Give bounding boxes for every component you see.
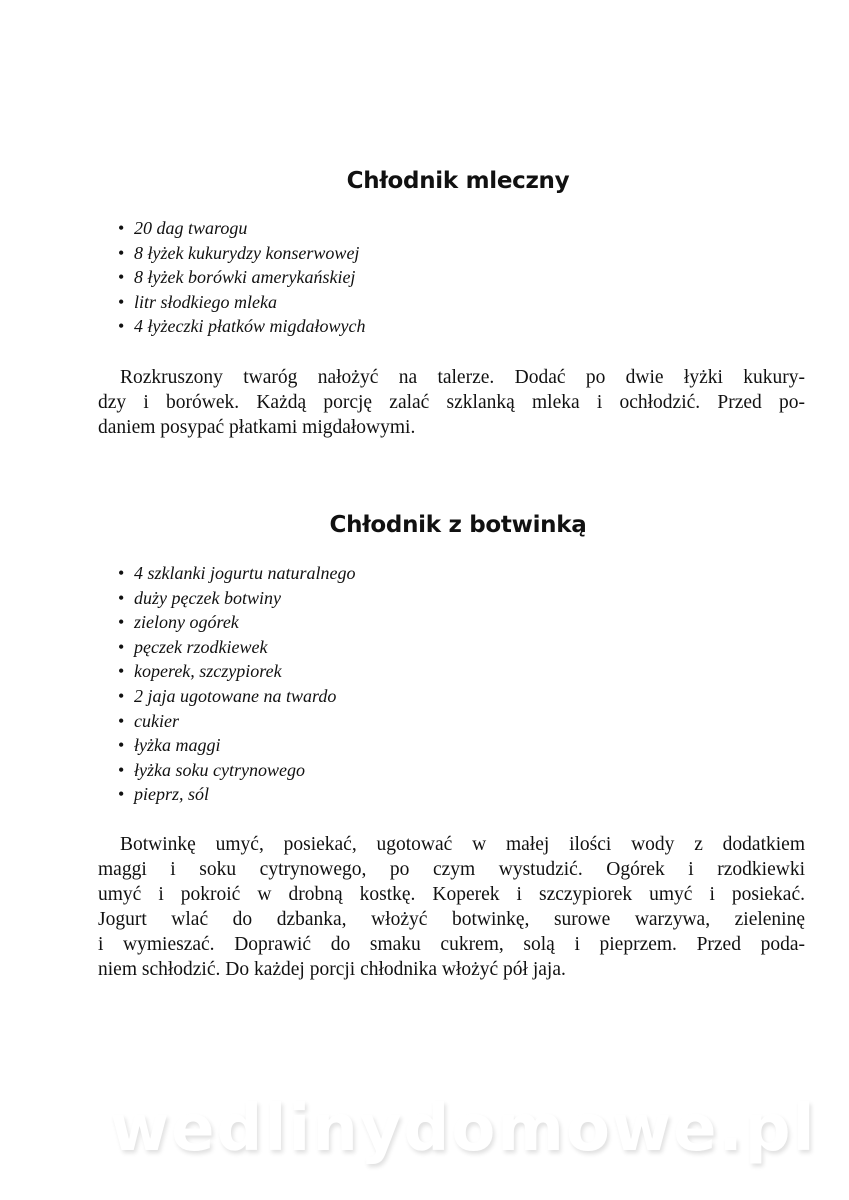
- recipe-instructions: [98, 832, 805, 982]
- recipe-instructions: [98, 365, 805, 440]
- ingredient-item: • pieprz, sól: [118, 782, 356, 807]
- instruction-line: dzy i borówek. Każdą porcję zalać szklanką mleka i ochłodzić. Przed po-: [98, 392, 805, 413]
- ingredient-item: • 4 łyżeczki płatków migdałowych: [118, 314, 365, 339]
- ingredient-item: • 8 łyżek borówki amerykańskiej: [118, 265, 365, 290]
- bullet-icon: •: [118, 735, 125, 756]
- ingredient-list: [118, 216, 365, 339]
- ingredient-item: • duży pęczek botwiny: [118, 586, 356, 611]
- bullet-icon: •: [118, 316, 125, 337]
- bullet-icon: •: [118, 661, 125, 682]
- instruction-line: daniem posypać płatkami migdałowymi.: [98, 417, 416, 438]
- ingredient-item: • łyżka maggi: [118, 733, 356, 758]
- bullet-icon: •: [118, 218, 125, 238]
- ingredient-list: [118, 561, 356, 807]
- bullet-icon: •: [118, 291, 125, 312]
- ingredient-item: • 4 szklanki jogurtu naturalnego: [118, 561, 356, 586]
- instruction-line: Botwinkę umyć, posiekać, ugotować w małej ilości wody z dodatkiem: [120, 834, 805, 855]
- ingredient-item: • 20 dag twarogu: [118, 216, 365, 241]
- instruction-line: Jogurt wlać do dzbanka, włożyć botwinkę, surowe warzywa, zieleninę: [98, 909, 805, 930]
- recipe-title: Chłodnik z botwinką: [329, 512, 587, 538]
- ingredient-item: • 8 łyżek kukurydzy konserwowej: [118, 241, 365, 266]
- instruction-line: Rozkruszony twaróg nałożyć na talerze. Dodać po dwie łyżki kukury-: [120, 367, 805, 388]
- ingredient-item: • zielony ogórek: [118, 610, 356, 635]
- instruction-line: maggi i soku cytrynowego, po czym wystudzić. Ogórek i rzodkiewki: [98, 859, 805, 880]
- bullet-icon: •: [118, 563, 125, 583]
- instruction-line: umyć i pokroić w drobną kostkę. Koperek i szczypiorek umyć i posiekać.: [98, 884, 805, 905]
- ingredient-item: • litr słodkiego mleka: [118, 290, 365, 315]
- bullet-icon: •: [118, 636, 125, 657]
- bullet-icon: •: [118, 242, 125, 263]
- ingredient-item: • cukier: [118, 709, 356, 734]
- watermark: wedlinydomowe.pl: [110, 1092, 817, 1166]
- bullet-icon: •: [118, 587, 125, 608]
- ingredient-item: • 2 jaja ugotowane na twardo: [118, 684, 356, 709]
- ingredient-item: • pęczek rzodkiewek: [118, 635, 356, 660]
- bullet-icon: •: [118, 784, 125, 805]
- instruction-line: i wymieszać. Doprawić do smaku cukrem, solą i pieprzem. Przed poda-: [98, 934, 805, 955]
- instruction-line: niem schłodzić. Do każdej porcji chłodnika włożyć pół jaja.: [98, 959, 566, 980]
- ingredient-item: • koperek, szczypiorek: [118, 659, 356, 684]
- recipe-title: Chłodnik mleczny: [346, 168, 570, 194]
- bullet-icon: •: [118, 710, 125, 731]
- bullet-icon: •: [118, 759, 125, 780]
- bullet-icon: •: [118, 267, 125, 288]
- bullet-icon: •: [118, 612, 125, 633]
- bullet-icon: •: [118, 685, 125, 706]
- ingredient-item: • łyżka soku cytrynowego: [118, 758, 356, 783]
